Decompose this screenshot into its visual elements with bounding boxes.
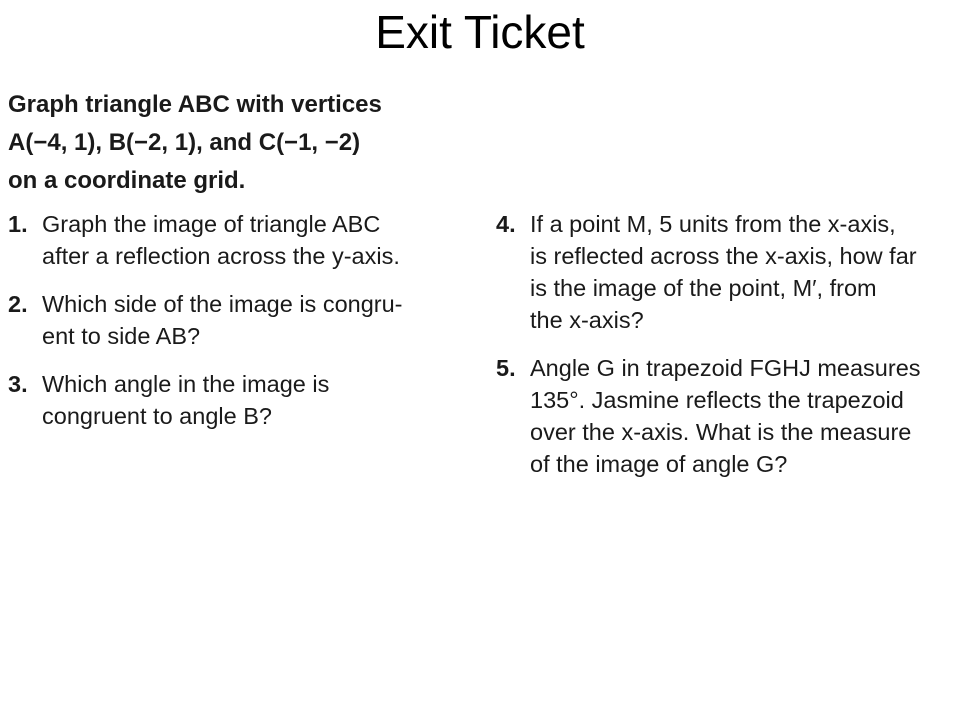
question-line: is reflected across the x-axis, how far [530, 243, 917, 269]
question-line: Angle G in trapezoid FGHJ measures [530, 355, 921, 381]
intro-line-2: A(−4, 1), B(−2, 1), and C(−1, −2) [8, 129, 361, 156]
slide-title: Exit Ticket [375, 6, 585, 58]
question-line: of the image of angle G? [530, 451, 788, 477]
question-1 [8, 208, 478, 272]
question-number: 4. [496, 211, 516, 237]
question-line: is the image of the point, M′, from [530, 275, 877, 301]
question-5 [496, 352, 956, 480]
question-2 [8, 288, 478, 352]
question-line: Which angle in the image is [42, 371, 330, 397]
question-number: 3. [8, 371, 28, 397]
question-number: 5. [496, 355, 516, 381]
question-line: Graph the image of triangle ABC [42, 211, 381, 237]
intro-line-1: Graph triangle ABC with vertices [8, 91, 382, 118]
question-line: Which side of the image is congru- [42, 291, 403, 317]
worksheet [8, 86, 953, 477]
questions-left-column [8, 208, 478, 448]
question-line: the x-axis? [530, 307, 644, 333]
questions-right-column [496, 208, 956, 496]
intro-line-3: on a coordinate grid. [8, 167, 246, 194]
question-line: over the x-axis. What is the measure [530, 419, 912, 445]
question-line: congruent to angle B? [42, 403, 272, 429]
problem-intro [8, 86, 478, 200]
question-number: 1. [8, 211, 28, 237]
question-line: If a point M, 5 units from the x-axis, [530, 211, 896, 237]
question-3 [8, 368, 478, 432]
question-line: 135°. Jasmine reflects the trapezoid [530, 387, 904, 413]
question-line: ent to side AB? [42, 323, 201, 349]
question-4 [496, 208, 956, 336]
question-number: 2. [8, 291, 28, 317]
question-line: after a reflection across the y-axis. [42, 243, 400, 269]
